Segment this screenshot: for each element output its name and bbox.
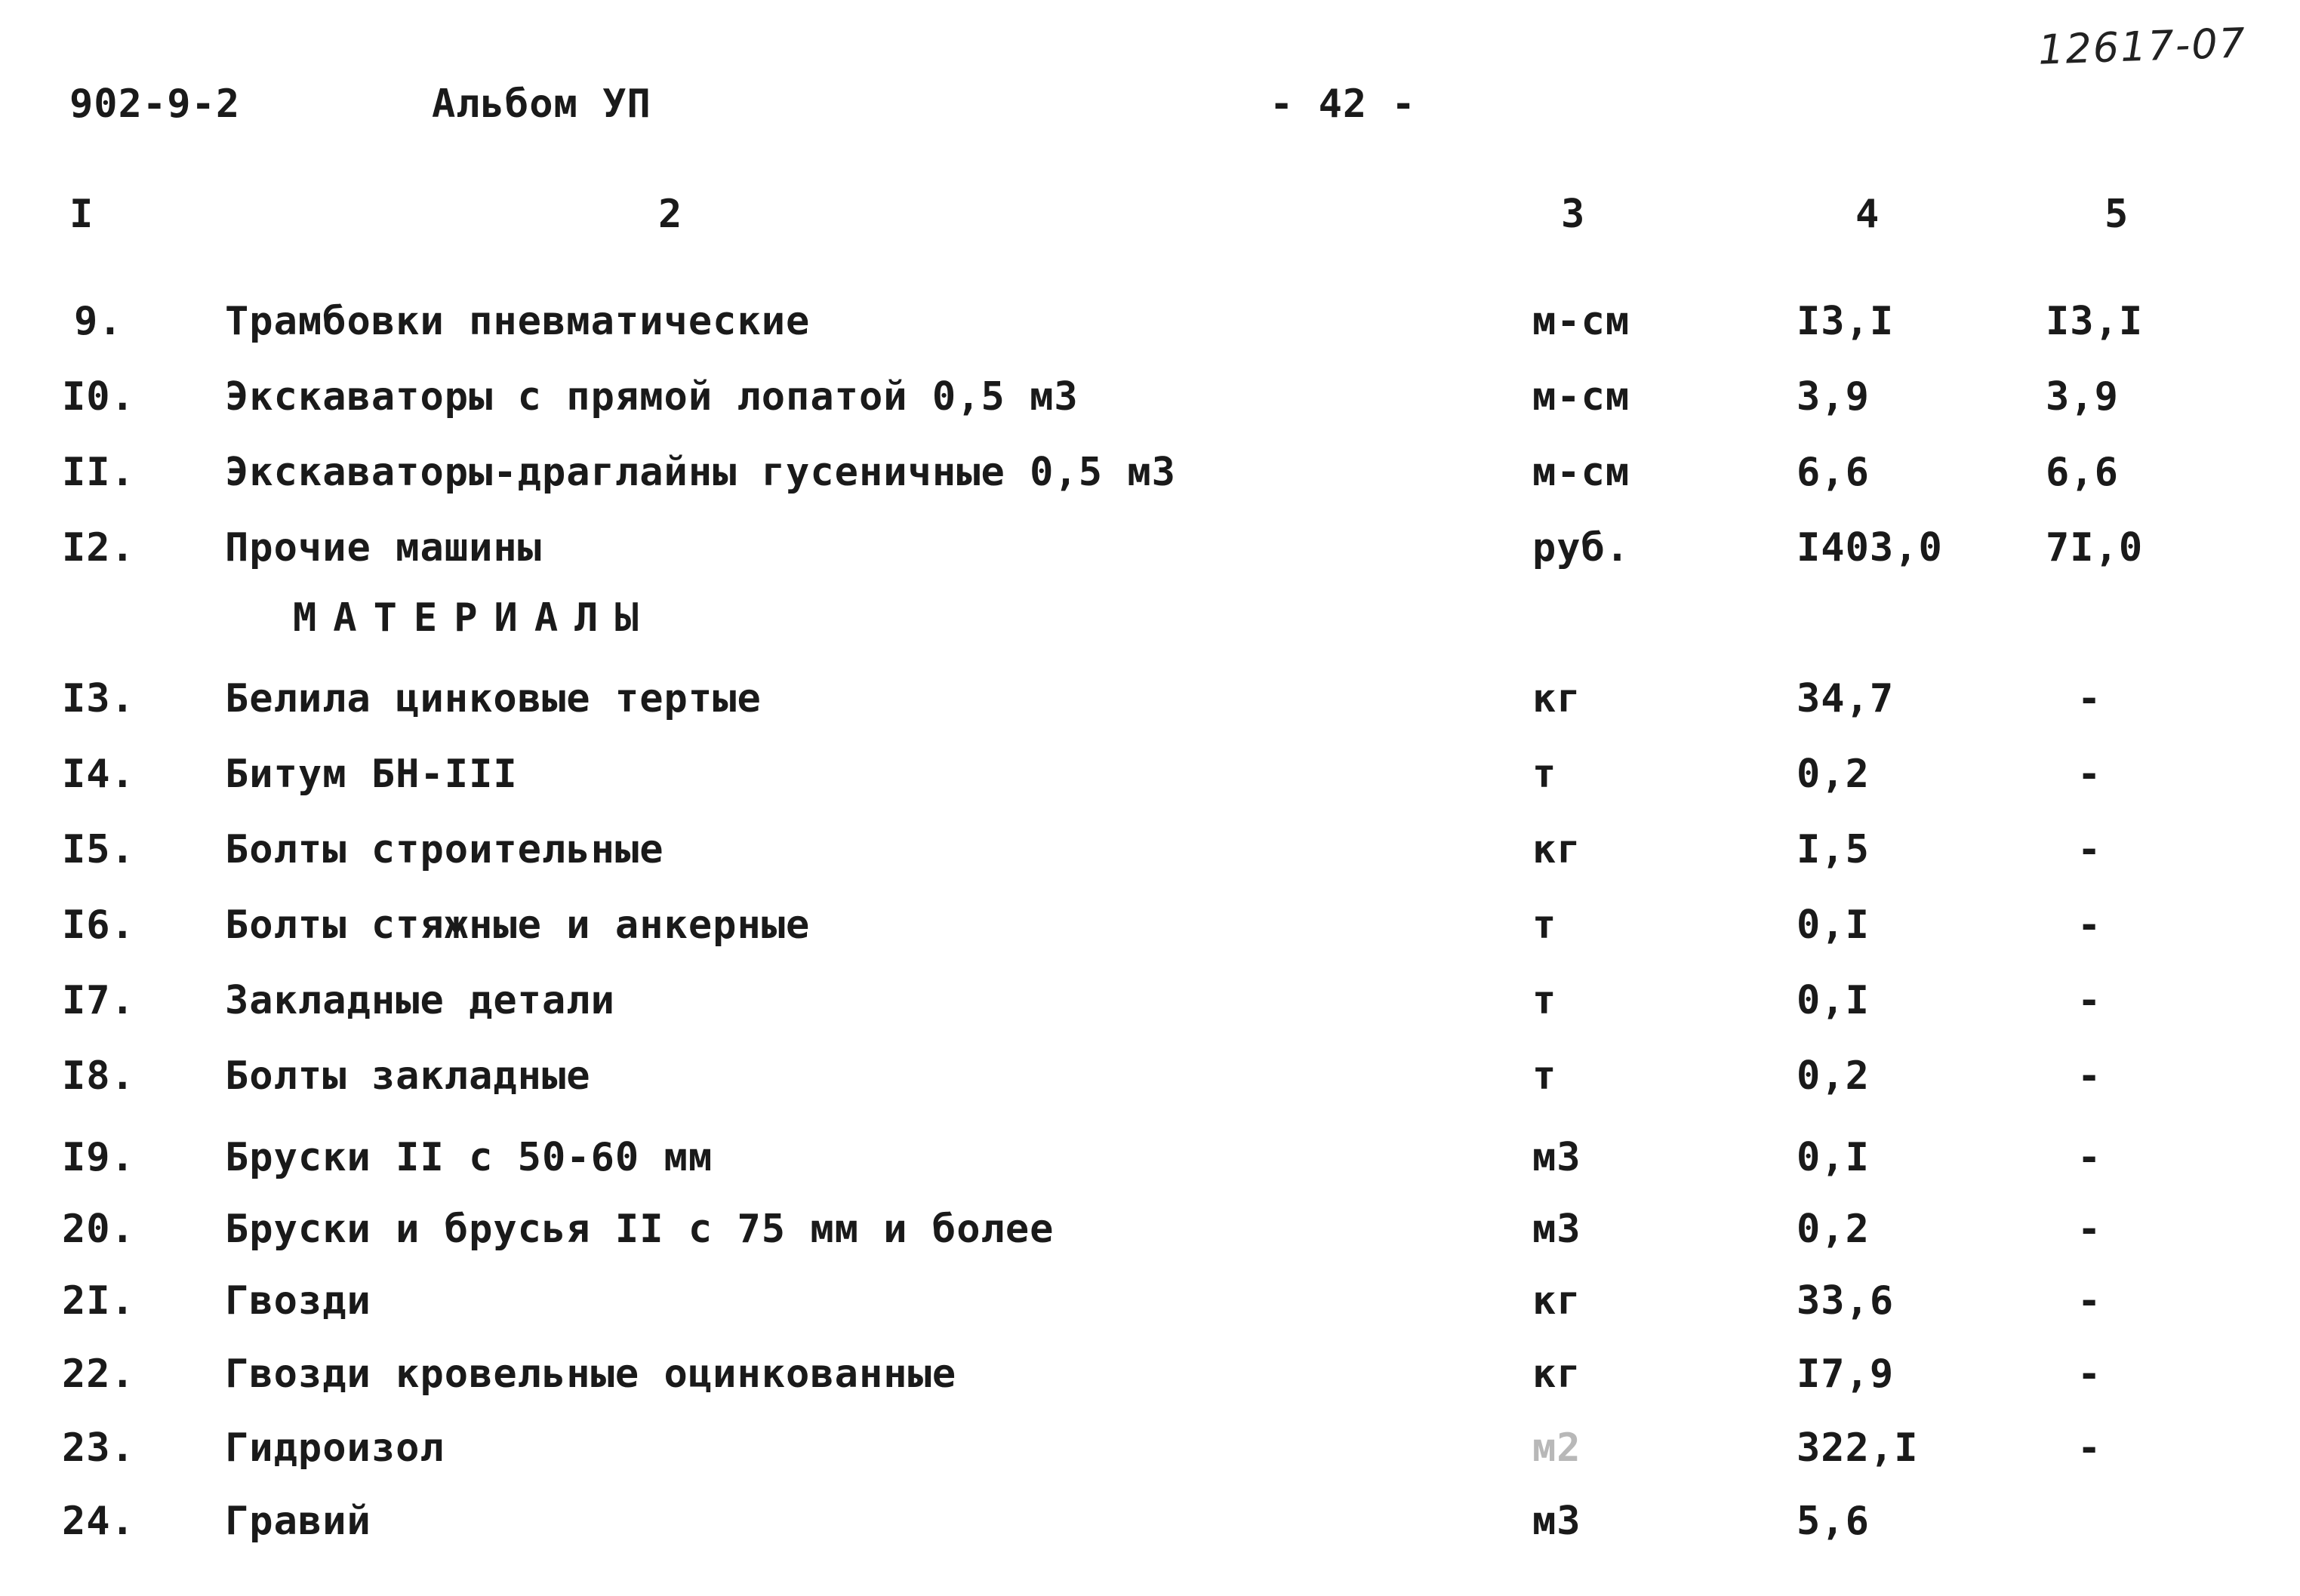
row-unit: т (1532, 903, 1557, 948)
row-number: I9. (62, 1135, 135, 1180)
row-name: Болты стяжные и анкерные (225, 903, 811, 948)
column-header-5: 5 (2104, 192, 2129, 237)
column-header-1: I (69, 192, 94, 237)
row-number: I5. (62, 827, 135, 872)
row-number: I4. (62, 752, 135, 797)
row-total: - (2077, 1135, 2102, 1180)
row-number: 22. (62, 1352, 135, 1397)
table-row (0, 374, 2300, 438)
page-number: - 42 - (1270, 81, 1416, 127)
table-row (0, 903, 2300, 966)
row-name: Экскаваторы с прямой лопатой 0,5 м3 (225, 374, 1079, 420)
row-unit: т (1532, 978, 1557, 1023)
table-row (0, 450, 2300, 513)
row-total: - (2077, 978, 2102, 1023)
row-number: I0. (62, 374, 135, 420)
row-unit: м-см (1532, 450, 1630, 495)
row-unit: кг (1532, 676, 1581, 721)
row-unit: м2 (1532, 1425, 1581, 1471)
row-total: - (2077, 1053, 2102, 1099)
row-quantity: 0,2 (1797, 752, 1870, 797)
row-number: 20. (62, 1207, 135, 1252)
row-quantity: 3,9 (1797, 374, 1870, 420)
row-total: - (2077, 676, 2102, 721)
row-number: 2I. (62, 1278, 135, 1324)
row-quantity: 0,2 (1797, 1207, 1870, 1252)
table-row (0, 299, 2300, 362)
row-quantity: 0,2 (1797, 1053, 1870, 1099)
row-unit: м3 (1532, 1135, 1581, 1180)
row-name: Болты закладные (225, 1053, 591, 1099)
row-number: 23. (62, 1425, 135, 1471)
row-quantity: I403,0 (1797, 525, 1943, 570)
table-row (0, 978, 2300, 1041)
row-unit: кг (1532, 827, 1581, 872)
row-quantity: 6,6 (1797, 450, 1870, 495)
table-row (0, 1425, 2300, 1489)
row-total: - (2077, 1425, 2102, 1471)
row-name: Бруски II с 50-60 мм (225, 1135, 713, 1180)
table-row (0, 752, 2300, 815)
row-quantity: 0,I (1797, 903, 1870, 948)
row-total: - (2077, 1278, 2102, 1324)
row-number: 24. (62, 1499, 135, 1544)
handwritten-inventory-number: 12617-07 (2037, 19, 2247, 74)
row-number: I6. (62, 903, 135, 948)
row-name: Гвозди кровельные оцинкованные (225, 1352, 957, 1397)
table-row (0, 1499, 2300, 1562)
row-name: Битум БН-III (225, 752, 518, 797)
row-number: I8. (62, 1053, 135, 1099)
row-number: I7. (62, 978, 135, 1023)
table-row (0, 1135, 2300, 1198)
row-unit: т (1532, 752, 1557, 797)
section-title-materials: МАТЕРИАЛЫ (293, 595, 655, 641)
row-name: Гидроизол (225, 1425, 445, 1471)
column-header-3: 3 (1561, 192, 1586, 237)
table-row (0, 1207, 2300, 1270)
document-code: 902-9-2 (69, 81, 241, 127)
row-quantity: 322,I (1797, 1425, 1919, 1471)
row-unit: кг (1532, 1278, 1581, 1324)
row-total: 6,6 (2046, 450, 2119, 495)
row-unit: м-см (1532, 374, 1630, 420)
table-row (0, 525, 2300, 589)
row-total: I3,I (2046, 299, 2144, 344)
row-name: Белила цинковые тертые (225, 676, 762, 721)
table-row (0, 827, 2300, 890)
table-row (0, 1352, 2300, 1415)
row-unit: кг (1532, 1352, 1581, 1397)
row-name: Прочие машины (225, 525, 542, 570)
row-quantity: 0,I (1797, 1135, 1870, 1180)
row-number: I3. (62, 676, 135, 721)
row-quantity: I3,I (1797, 299, 1895, 344)
table-row (0, 1053, 2300, 1117)
column-header-4: 4 (1855, 192, 1880, 237)
row-name: Закладные детали (225, 978, 615, 1023)
row-unit: м3 (1532, 1499, 1581, 1544)
row-unit: м-см (1532, 299, 1630, 344)
row-unit: м3 (1532, 1207, 1581, 1252)
row-total: - (2077, 1207, 2102, 1252)
row-quantity: I7,9 (1797, 1352, 1895, 1397)
row-unit: руб. (1532, 525, 1630, 570)
column-header-2: 2 (658, 192, 683, 237)
row-total: - (2077, 903, 2102, 948)
row-name: Гравий (225, 1499, 371, 1544)
row-quantity: I,5 (1797, 827, 1870, 872)
row-name: Гвозди (225, 1278, 371, 1324)
row-total: - (2077, 752, 2102, 797)
table-row (0, 676, 2300, 740)
row-number: II. (62, 450, 135, 495)
row-total: - (2077, 827, 2102, 872)
row-total: 3,9 (2046, 374, 2119, 420)
table-row (0, 1278, 2300, 1342)
row-total: 7I,0 (2046, 525, 2144, 570)
row-quantity: 34,7 (1797, 676, 1895, 721)
row-number: 9. (74, 299, 123, 344)
row-quantity: 0,I (1797, 978, 1870, 1023)
row-unit: т (1532, 1053, 1557, 1099)
row-number: I2. (62, 525, 135, 570)
row-name: Трамбовки пневматические (225, 299, 811, 344)
row-name: Болты строительные (225, 827, 664, 872)
row-quantity: 5,6 (1797, 1499, 1870, 1544)
row-name: Экскаваторы-драглайны гусеничные 0,5 м3 (225, 450, 1176, 495)
album-title: Альбом УП (432, 81, 651, 127)
row-quantity: 33,6 (1797, 1278, 1895, 1324)
row-total: - (2077, 1352, 2102, 1397)
row-name: Бруски и брусья II с 75 мм и более (225, 1207, 1055, 1252)
